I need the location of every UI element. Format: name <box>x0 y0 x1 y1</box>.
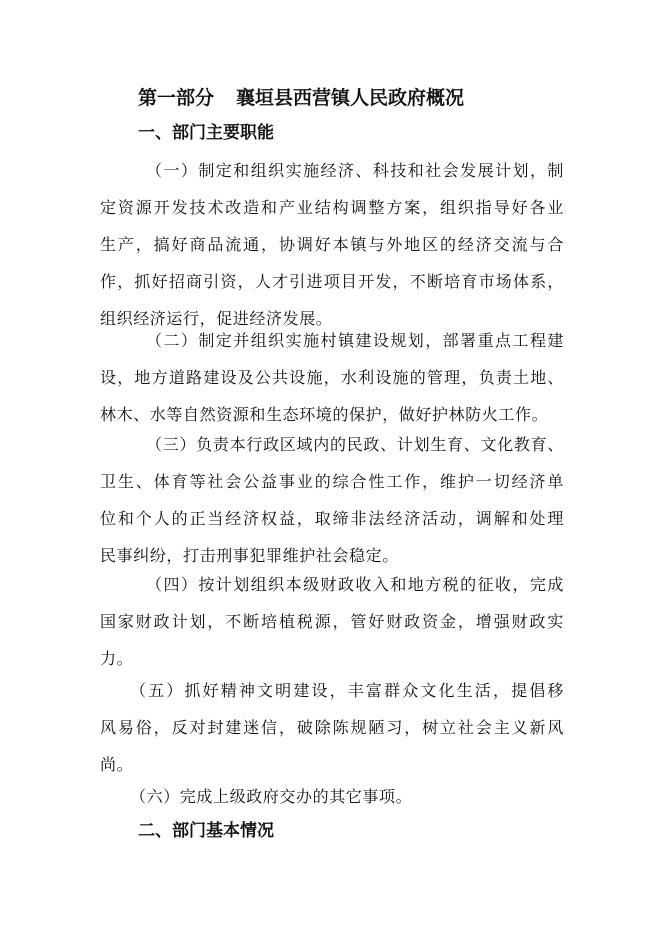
paragraph-line: 卫生、体育等社会公益事业的综合性工作，维护一切经济单 <box>100 472 564 491</box>
paragraph-line: 尚。 <box>100 755 134 774</box>
paragraph-line: （六）完成上级政府交办的其它事项。 <box>130 787 413 806</box>
paragraph-line: 力。 <box>100 649 134 668</box>
paragraph-5 <box>100 672 564 783</box>
paragraph-3 <box>100 426 564 574</box>
paragraph-line: 组织经济运行，促进经济发展。 <box>100 309 333 328</box>
paragraph-line: （三）负责本行政区域内的民政、计划生育、文化教育、 <box>146 435 564 454</box>
section-heading-functions: 一、部门主要职能 <box>138 123 274 143</box>
title-part: 第一部分 <box>138 87 215 109</box>
paragraph-line: 林木、水等自然资源和生态环境的保护，做好护林防火工作。 <box>100 405 549 424</box>
paragraph-line: （五）抓好精神文明建设，丰富群众文化生活，提倡移 <box>130 681 564 700</box>
paragraph-line: 民事纠纷，打击刑事犯罪维护社会稳定。 <box>100 546 399 565</box>
title-text: 襄垣县西营镇人民政府概况 <box>236 87 465 109</box>
paragraph-2 <box>100 322 564 433</box>
paragraph-1 <box>100 152 564 337</box>
paragraph-line: 作，抓好招商引资，人才引进项目开发，不断培育市场体系， <box>100 272 564 291</box>
section-heading-basic-info: 二、部门基本情况 <box>138 821 274 841</box>
paragraph-line: （二）制定并组织实施村镇建设规划，部署重点工程建 <box>146 331 564 350</box>
paragraph-line: 定资源开发技术改造和产业结构调整方案，组织指导好各业 <box>100 198 564 217</box>
paragraph-4 <box>100 566 564 677</box>
paragraph-line: 设，地方道路建设及公共设施，水利设施的管理，负责土地、 <box>100 368 564 387</box>
paragraph-line: （四）按计划组织本级财政收入和地方税的征收，完成 <box>146 575 564 594</box>
paragraph-line: 风易俗，反对封建迷信，破除陈规陋习，树立社会主义新风 <box>100 718 564 737</box>
paragraph-line: 国家财政计划，不断培植税源，管好财政资金，增强财政实 <box>100 612 564 631</box>
paragraph-line: 位和个人的正当经济权益，取缔非法经济活动，调解和处理 <box>100 509 564 528</box>
page-title <box>138 84 464 112</box>
paragraph-6 <box>100 778 564 815</box>
paragraph-line: 生产，搞好商品流通，协调好本镇与外地区的经济交流与合 <box>100 235 564 254</box>
paragraph-line: （一）制定和组织实施经济、科技和社会发展计划，制 <box>146 161 564 180</box>
